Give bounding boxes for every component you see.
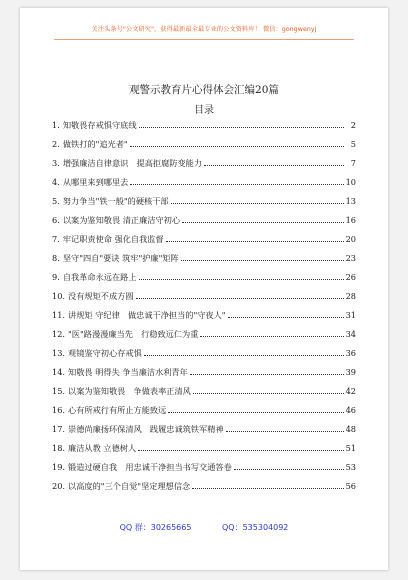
toc-item-page: 23 [345,253,356,263]
toc-item[interactable] [52,348,356,367]
toc-item-title: 知敬畏 明得失 争当廉洁水利青年 [68,367,188,377]
toc-item-page: 16 [345,215,356,225]
toc-item-page: 31 [345,310,356,320]
footer-contact [20,522,388,533]
toc-leader-dots [139,273,344,280]
toc-item-number: 18. [52,443,66,453]
toc-item[interactable] [52,158,356,177]
toc-item-number: 4. [52,177,60,187]
toc-item[interactable] [52,253,356,272]
footer-qq-group: QQ 群：30265665 [119,523,192,532]
toc-item[interactable] [52,120,356,139]
toc-item-page: 39 [345,367,356,377]
toc-item-title: 崇德尚廉扬环保清风 践履忠诚筑铁军精神 [68,424,224,434]
toc-item[interactable] [52,405,356,424]
toc-leader-dots [192,482,343,489]
toc-leader-dots [168,406,343,413]
toc-leader-dots [190,368,344,375]
toc-leader-dots [130,178,343,185]
toc-item-number: 3. [52,158,60,168]
toc-item-number: 9. [52,272,60,282]
toc-item[interactable] [52,329,356,348]
toc-item-number: 16. [52,405,66,415]
toc-item-number: 11. [52,310,66,320]
toc-item-title: 从哪里来到哪里去 [62,177,129,187]
toc-item-number: 10. [52,291,66,301]
toc-item-number: 13. [52,348,66,358]
toc-item-page: 46 [345,405,356,415]
toc-leader-dots [171,197,344,204]
toc-item-number: 5. [52,196,60,206]
toc-item-title: 心有所戒行有所止方能致远 [68,405,167,415]
toc-leader-dots [138,444,343,451]
toc-item[interactable] [52,386,356,405]
toc-leader-dots [200,330,343,337]
toc-item-page: 10 [345,177,356,187]
toc-item[interactable] [52,367,356,386]
toc-item-title: 自我革命永远在路上 [62,272,137,282]
toc-item-title: 以案为鉴知敬畏 争做表率正清风 [68,386,191,396]
toc-item-number: 8. [52,253,60,263]
toc-item-title: 讲规矩 守纪律 做忠诚干净担当的"守夜人" [68,310,226,320]
toc-item-page: 28 [345,291,356,301]
document-page [20,8,388,570]
toc-item-page: 42 [345,386,356,396]
toc-item-page: 56 [345,481,356,491]
toc-item[interactable] [52,272,356,291]
toc-item-title: 观镜鉴守初心存戒惧 [68,348,142,358]
toc-item-page: 2 [350,120,356,130]
toc-leader-dots [228,311,344,318]
toc-item-page: 53 [345,462,356,472]
footer-qq: QQ：535304092 [222,523,289,532]
toc-leader-dots [130,140,344,147]
table-of-contents [52,120,356,500]
toc-item[interactable] [52,177,356,196]
toc-leader-dots [182,216,344,223]
toc-leader-dots [139,121,344,128]
toc-item[interactable] [52,234,356,253]
toc-item-page: 34 [345,329,356,339]
toc-leader-dots [144,349,344,356]
toc-leader-dots [234,463,344,470]
document-title: 观警示教育片心得体会汇编20篇 [129,84,279,96]
toc-item-number: 20. [52,481,66,491]
toc-item[interactable] [52,443,356,462]
toc-item[interactable] [52,139,356,158]
toc-leader-dots [166,235,344,242]
toc-item-title: 坚守"四自"要诀 筑牢"护廉"矩阵 [62,253,179,263]
toc-item-title: 以案为鉴知敬畏 清正廉洁守初心 [62,215,181,225]
toc-item-title: 廉洁从教 立德树人 [68,443,137,453]
toc-item-title: 知敬畏存戒惧守底线 [62,120,137,130]
toc-item-page: 48 [345,424,356,434]
toc-item-page: 13 [345,196,356,206]
toc-item-page: 5 [350,139,356,149]
toc-item-title: 做铁打的"追光者" [62,139,128,149]
toc-heading: 目录 [194,105,214,116]
toc-item-title: 增强廉洁自律意识 提高拒腐防变能力 [62,158,203,168]
toc-item-title: 锻造过硬自我 用忠诚干净担当书写交通答卷 [68,462,232,472]
toc-item-number: 2. [52,139,60,149]
toc-item-number: 15. [52,386,66,396]
toc-item-title: 努力争当"铁一般"的硬核干部 [62,196,169,206]
toc-item[interactable] [52,215,356,234]
toc-item-title: 没有规矩不成方圆 [68,291,134,301]
toc-item[interactable] [52,462,356,481]
toc-item-number: 19. [52,462,66,472]
header-banner: 关注头条号"公文研究"，获得最新最全最专业的公文资料库！ 微信：gongwenyj [91,26,317,33]
toc-item-number: 6. [52,215,60,225]
toc-item-page: 51 [345,443,356,453]
toc-leader-dots [193,387,344,394]
toc-item-number: 14. [52,367,66,377]
toc-leader-dots [181,254,344,261]
toc-item-page: 7 [350,158,356,168]
toc-item-number: 1. [52,120,60,130]
toc-item-page: 26 [345,272,356,282]
toc-item-title: "医"路漫漫廉当先 行稳致远仁为重 [68,329,199,339]
toc-item[interactable] [52,310,356,329]
toc-item[interactable] [52,424,356,443]
toc-item-title: 牢记职责使命 强化自我监督 [62,234,164,244]
toc-item[interactable] [52,196,356,215]
toc-item-number: 7. [52,234,60,244]
toc-item-page: 20 [345,234,356,244]
toc-leader-dots [204,159,344,166]
toc-leader-dots [136,292,344,299]
toc-item-title: 以高度的"三个自觉"坚定理想信念 [68,481,191,491]
header-divider [54,39,354,40]
toc-item[interactable] [52,291,356,310]
toc-item[interactable] [52,481,356,500]
toc-item-number: 17. [52,424,66,434]
toc-item-number: 12. [52,329,66,339]
toc-leader-dots [226,425,344,432]
toc-item-page: 36 [345,348,356,358]
